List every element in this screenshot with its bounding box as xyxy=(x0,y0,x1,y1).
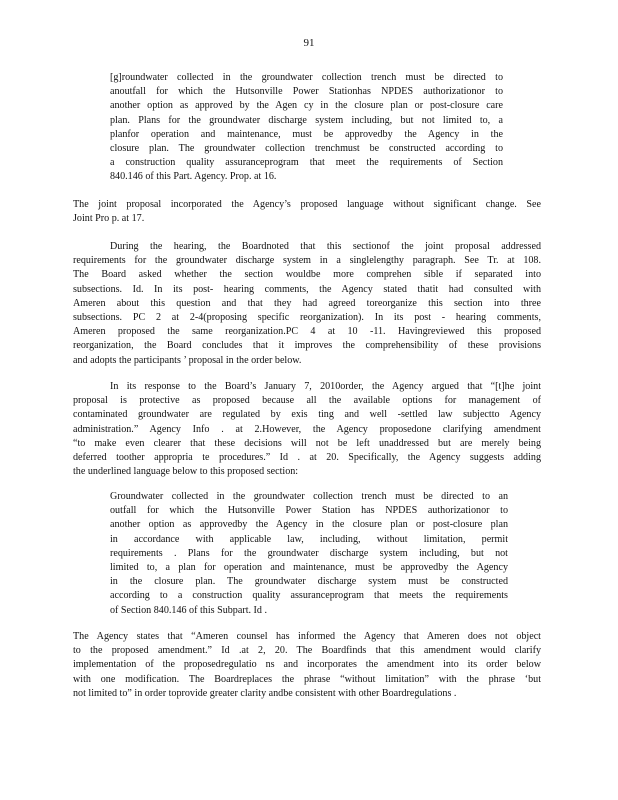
text-line: outfall for which the Hutsonville Power Station has NPDES authorizationor to xyxy=(110,505,508,517)
text-line: In its response to the Board’s January 7, 2010order, the Agency argued that “[t]he joint xyxy=(110,381,541,392)
text-line: in accordance with applicable law, including, without limitation, permit xyxy=(110,533,508,545)
paragraph-board-finding xyxy=(73,630,541,701)
text-line: contaminated groundwater are regulated by exis ting and well -settled law subjectto Agency xyxy=(73,409,541,421)
text-line: closure plan. The groundwater collection trenchmust be constructed according to xyxy=(110,143,503,155)
text-line: another option as approved by the Agen cy in the closure plan or post-closure care xyxy=(110,100,503,112)
text-line: subsections. Id. In its post- hearing comments, the Agency stated thatit had consulted with xyxy=(73,283,541,295)
text-line: a construction quality assuranceprogram that meet the requirements of Section xyxy=(110,157,503,169)
text-line: implementation of the proposedregulatio ns and incorporates the amendment into its order below xyxy=(73,659,541,671)
text-line: to the proposed amendment.” Id .at 2, 20. The Boardfinds that this amendment would clarify xyxy=(73,645,541,657)
text-line: During the hearing, the Boardnoted that this sectionof the joint proposal addressed xyxy=(110,241,541,252)
text-line: The Board asked whether the section wouldbe more comprehen sible if separated into xyxy=(73,269,541,281)
text-line: another option as approvedby the Agency in the closure plan or post-closure plan xyxy=(110,519,508,531)
text-line: administration.” Agency Info . at 2.However, the Agency proposedone clarifying amendment xyxy=(73,423,541,435)
text-line: requirements for the groundwater discharge system in a singlelengthy paragraph. See Tr. at 108. xyxy=(73,255,541,267)
block-quote-amended-proposal xyxy=(110,490,508,618)
text-line: plan. Plans for the groundwater discharge system including, but not limited to, a xyxy=(110,114,503,126)
text-line: The joint proposal incorporated the Agency’s proposed language without significant change. See xyxy=(73,199,541,210)
paragraph-joint-proposal xyxy=(73,198,541,226)
text-line: anoutfall for which the Hutsonville Power Stationhas NPDES authorizationor to xyxy=(110,86,503,98)
text-line: the underlined language below to this proposed section: xyxy=(73,466,299,478)
text-line: “to make even clearer that these decisions will not be left unaddressed but are merely being xyxy=(73,437,541,449)
paragraph-hearing xyxy=(73,240,541,368)
text-line: proposal is protective as proposed because all the available options for management of xyxy=(73,395,541,407)
block-quote-original-proposal xyxy=(110,71,503,185)
text-line: Joint Pro p. at 17. xyxy=(73,213,145,225)
text-line: Ameren proposed the same reorganization.PC 4 at 10 -11. Havingreviewed this proposed xyxy=(73,326,541,338)
text-line: with one modification. The Boardreplaces the phrase “without limitation” with the phrase ‘but xyxy=(73,673,541,685)
text-line: deferred toother appropria te procedures.” Id . at 20. Specifically, the Agency suggests adding xyxy=(73,452,541,464)
page-number: 91 xyxy=(303,37,315,49)
text-line: reorganization, the Board concludes that it improves the comprehensibility of these provisions xyxy=(73,340,541,352)
text-line: subsections. PC 2 at 2-4(proposing specific reorganization). In its post - hearing comments, xyxy=(73,312,541,324)
text-line: The Agency states that “Ameren counsel has informed the Agency that Ameren does not object xyxy=(73,631,541,642)
text-line: Ameren about this question and that they had agreed toreorganize this section into three xyxy=(73,297,541,309)
text-line: and adopts the participants ’ proposal in the order below. xyxy=(73,354,302,366)
text-line: not limited to” in order toprovide greater clarity andbe consistent with other Boardregulations . xyxy=(73,687,457,699)
text-line: requirements . Plans for the groundwater discharge system including, but not xyxy=(110,547,508,559)
paragraph-agency-response xyxy=(73,380,541,479)
text-line: of Section 840.146 of this Subpart. Id . xyxy=(110,604,268,616)
text-line: Groundwater collected in the groundwater collection trench must be directed to an xyxy=(110,491,508,502)
text-line: in the closure plan. The groundwater discharge system must be constructed xyxy=(110,576,508,588)
text-line: according to a construction quality assuranceprogram that meets the requirements xyxy=(110,590,508,602)
text-line: limited to, a plan for operation and maintenance, must be approvedby the Agency xyxy=(110,562,508,574)
text-line: planfor operation and maintenance, must be approvedby the Agency in the xyxy=(110,128,503,140)
text-line: [g]roundwater collected in the groundwater collection trench must be directed to xyxy=(110,72,503,83)
text-line: 840.146 of this Part. Agency. Prop. at 16. xyxy=(110,171,277,183)
